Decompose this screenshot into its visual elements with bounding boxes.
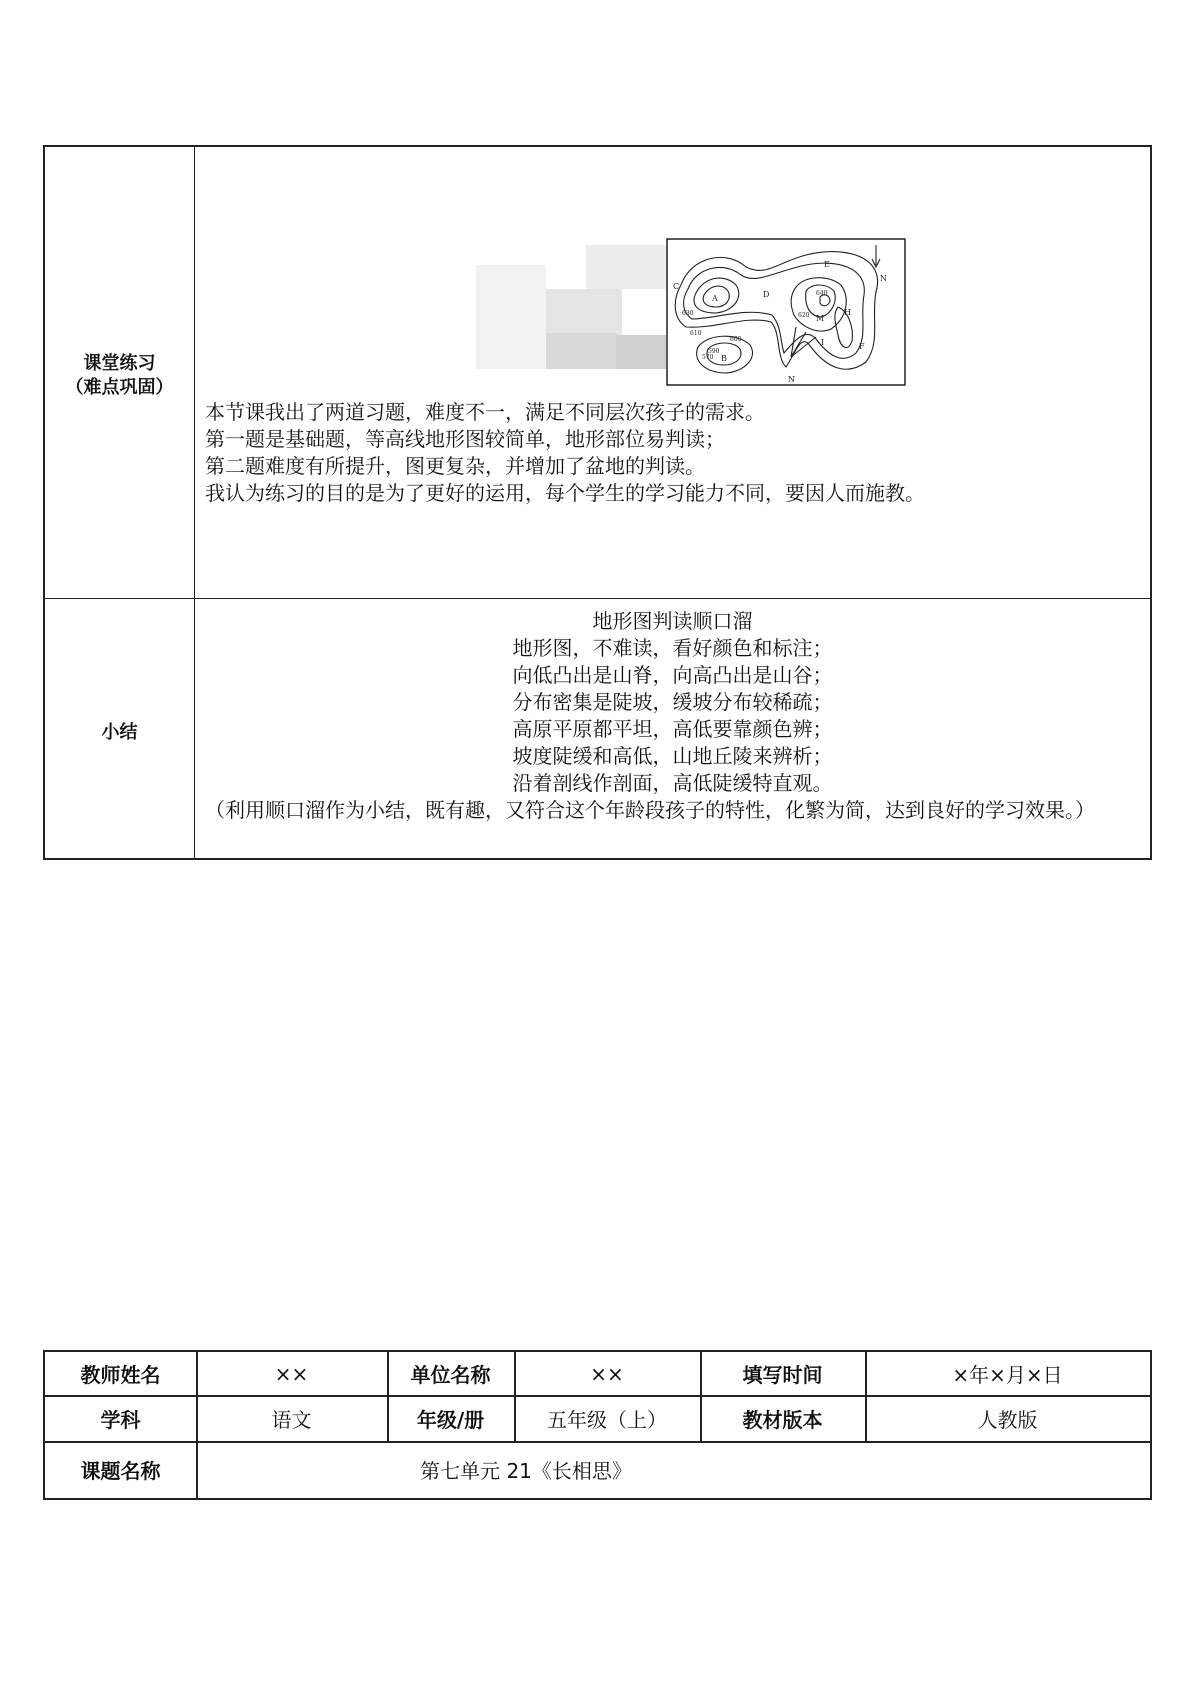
summary-verse-6: 沿着剖线作剖面，高低陡缓特直观。 [512, 771, 833, 795]
map-contour-610: 610 [690, 330, 702, 337]
map-contour-570: 570 [702, 354, 714, 361]
practice-line-2: 第一题是基础题，等高线地形图较简单，地形部位易判读； [205, 427, 725, 451]
practice-label: 课堂练习 （难点巩固） [65, 353, 174, 398]
map-contour-630: 630 [682, 310, 694, 317]
contour-map-image [476, 237, 916, 389]
map-label-f: F [859, 342, 865, 351]
fill-time-value: ×年×月×日 [952, 1363, 1063, 1387]
teacher-name-label: 教师姓名 [80, 1363, 161, 1387]
summary-note: （利用顺口溜作为小结，既有趣，又符合这个年龄段孩子的特性，化繁为简，达到良好的学习效果。） [205, 798, 1095, 822]
textbook-value: 人教版 [977, 1407, 1038, 1432]
fill-time-label: 填写时间 [742, 1363, 823, 1387]
grade-value: 五年级（上） [547, 1407, 667, 1432]
map-north-label: N [880, 274, 887, 283]
map-label-b: B [721, 354, 727, 363]
map-label-d: D [763, 290, 770, 299]
map-label-n: N [788, 375, 795, 384]
map-contour-640: 640 [816, 290, 828, 297]
map-contour-620: 620 [798, 312, 810, 319]
summary-verse-2: 向低凸出是山脊，向高凸出是山谷； [512, 663, 833, 687]
subject-label: 学科 [100, 1407, 141, 1432]
map-contour-600: 600 [730, 336, 742, 343]
map-label-c: C [673, 282, 680, 291]
teacher-name-value: ×× [274, 1361, 309, 1386]
practice-line-3: 第二题难度有所提升，图更复杂，并增加了盆地的判读。 [205, 454, 705, 478]
map-contour-590: 590 [708, 348, 720, 355]
map-label-a: A [712, 294, 718, 303]
summary-verse-3: 分布密集是陡坡，缓坡分布较稀疏； [512, 690, 833, 714]
practice-line-4: 我认为练习的目的是为了更好的运用，每个学生的学习能力不同，要因人而施教。 [205, 481, 925, 505]
unit-name-value: ×× [590, 1361, 624, 1386]
practice-line-1: 本节课我出了两道习题，难度不一，满足不同层次孩子的需求。 [205, 400, 765, 424]
map-label-m: M [816, 314, 825, 323]
summary-title: 地形图判读顺口溜 [592, 609, 753, 633]
topic-value: 第七单元 21《长相思》 [420, 1459, 632, 1483]
row-divider [45, 598, 1150, 599]
grade-label: 年级/册 [416, 1407, 485, 1432]
subject-value: 语文 [271, 1407, 312, 1432]
summary-verse-4: 高原平原都平坦，高低要靠颜色辨； [512, 717, 833, 741]
map-label-e: E [824, 260, 830, 269]
map-label-i: I [821, 338, 825, 347]
summary-verse-1: 地形图，不难读，看好颜色和标注； [512, 636, 833, 660]
lesson-info-table [43, 1350, 1152, 1500]
textbook-label: 教材版本 [742, 1407, 823, 1432]
topic-label: 课题名称 [80, 1459, 161, 1483]
summary-label: 小结 [101, 722, 138, 743]
map-label-h: H [844, 308, 851, 317]
summary-verse-5: 坡度陡缓和高低，山地丘陵来辨析； [512, 744, 833, 768]
unit-name-label: 单位名称 [410, 1363, 491, 1387]
practice-summary-table [43, 145, 1152, 860]
